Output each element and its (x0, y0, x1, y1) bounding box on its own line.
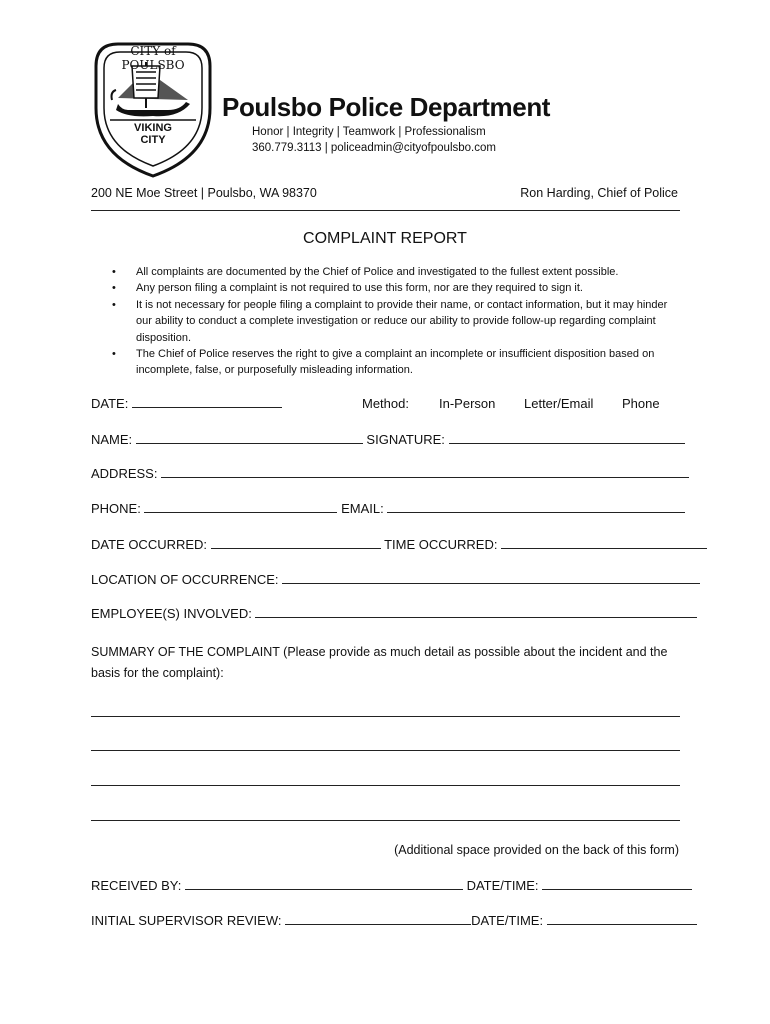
address-field (91, 466, 689, 481)
additional-space-note: (Additional space provided on the back of this form) (394, 843, 679, 857)
instruction-list (112, 264, 682, 379)
address-label: ADDRESS: (91, 466, 158, 481)
location-input-line[interactable] (282, 572, 700, 584)
supervisor-review-field (91, 913, 697, 928)
method-label: Method: (362, 396, 409, 411)
location-field (91, 572, 700, 587)
employees-field (91, 606, 697, 621)
name-input-line[interactable] (136, 432, 363, 444)
summary-line[interactable] (91, 785, 680, 786)
instruction-item: • All complaints are documented by the Chief of Police and investigated to the fullest extent possible. (112, 264, 682, 280)
supervisor-review-input-line[interactable] (285, 913, 471, 925)
method-option-letter-email[interactable]: Letter/Email (524, 396, 594, 411)
city-seal-logo (88, 38, 218, 178)
date-occurred-input-line[interactable] (211, 537, 381, 549)
received-datetime-input-line[interactable] (542, 878, 692, 890)
summary-line[interactable] (91, 750, 680, 751)
header-divider (91, 210, 680, 211)
supervisor-datetime-input-line[interactable] (547, 913, 697, 925)
received-by-input-line[interactable] (185, 878, 463, 890)
method-option-phone[interactable]: Phone (622, 396, 660, 411)
received-datetime-label: DATE/TIME: (466, 878, 539, 893)
phone-input-line[interactable] (144, 501, 337, 513)
logo-ring-text: CITY of POULSBO (121, 44, 185, 72)
department-contact: 360.779.3113 | policeadmin@cityofpoulsbo.com (252, 142, 496, 154)
date-field (91, 396, 282, 411)
chief-of-police: Ron Harding, Chief of Police (520, 186, 678, 200)
date-label: DATE: (91, 396, 129, 411)
address-input-line[interactable] (161, 466, 689, 478)
received-by-field (91, 878, 692, 893)
report-title: COMPLAINT REPORT (303, 230, 467, 247)
time-occurred-input-line[interactable] (501, 537, 707, 549)
supervisor-review-label: INITIAL SUPERVISOR REVIEW: (91, 913, 282, 928)
instruction-item: • It is not necessary for people filing a complaint to provide their name, or contact information, but it may hinder our ability to conduct a complete investigation or reduce our ability to provide follow-up regarding complaint disposition. (112, 297, 682, 346)
time-occurred-label: TIME OCCURRED: (384, 537, 498, 552)
summary-line[interactable] (91, 716, 680, 717)
department-tagline: Honor | Integrity | Teamwork | Professionalism (252, 126, 486, 138)
summary-label: SUMMARY OF THE COMPLAINT (Please provide as much detail as possible about the incident and the basis for the complaint): (91, 645, 668, 680)
location-label: LOCATION OF OCCURRENCE: (91, 572, 279, 587)
name-label: NAME: (91, 432, 133, 447)
date-occurred-label: DATE OCCURRED: (91, 537, 208, 552)
employees-input-line[interactable] (255, 606, 697, 618)
instruction-item: • The Chief of Police reserves the right to give a complaint an incomplete or insufficient disposition based on incomplete, false, or purposefully misleading information. (112, 346, 682, 379)
date-input-line[interactable] (132, 396, 282, 408)
received-by-label: RECEIVED BY: (91, 878, 182, 893)
email-label: EMAIL: (341, 501, 384, 516)
email-input-line[interactable] (387, 501, 685, 513)
department-title: Poulsbo Police Department (222, 92, 551, 122)
signature-label: SIGNATURE: (366, 432, 445, 447)
department-address: 200 NE Moe Street | Poulsbo, WA 98370 (91, 186, 317, 200)
logo-inner-text-1: VIKING (134, 122, 172, 134)
date-occurred-field (91, 537, 707, 552)
logo-inner-text-2: CITY (140, 134, 166, 146)
supervisor-datetime-label: DATE/TIME: (471, 913, 544, 928)
name-field (91, 432, 685, 447)
signature-input-line[interactable] (449, 432, 685, 444)
employees-label: EMPLOYEE(S) INVOLVED: (91, 606, 252, 621)
phone-field (91, 501, 685, 516)
instruction-item: • Any person filing a complaint is not required to use this form, nor are they required to sign it. (112, 280, 682, 296)
method-option-in-person[interactable]: In-Person (439, 396, 496, 411)
phone-label: PHONE: (91, 501, 141, 516)
summary-line[interactable] (91, 820, 680, 821)
